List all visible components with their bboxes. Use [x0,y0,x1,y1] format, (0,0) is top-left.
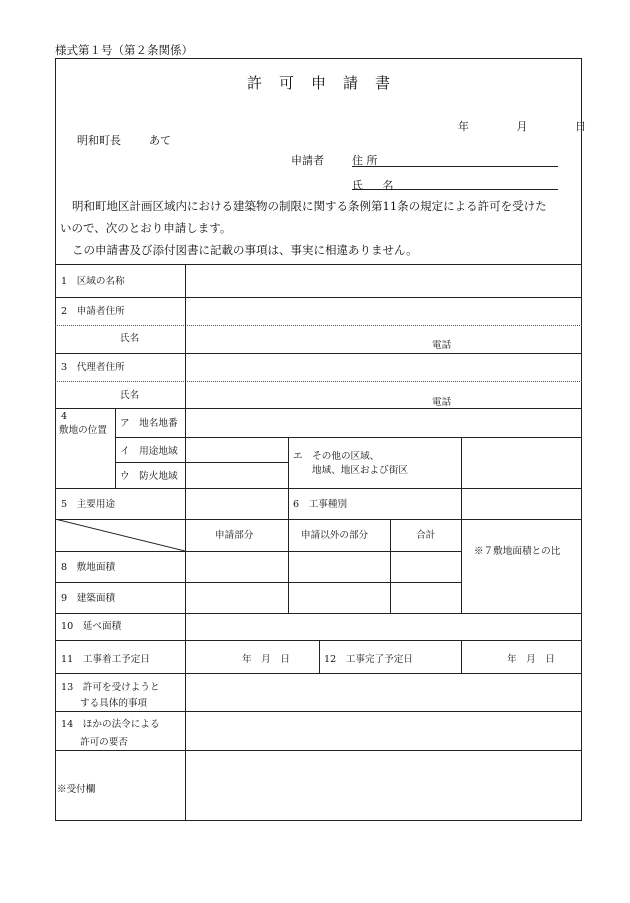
col-total-header: 合計 [416,530,436,541]
col-other-header: 申請以外の部分 [301,530,369,541]
main-use-label: 5 主要用途 [61,499,116,510]
addressee-suffix: あて [149,134,171,147]
agent-address-row-label: 3 代理者住所 [61,362,125,373]
start-date-ymd: 年 月 日 [242,654,290,665]
declaration-line-2: いので、次のとおり申請します。 [60,221,232,235]
start-date-label: 11 工事着工予定日 [61,654,150,665]
diagonal-slash [55,519,185,551]
agent-name-row-label: 氏名 [120,390,140,401]
work-type-label: 6 工事種別 [293,499,348,510]
date-line [458,118,586,134]
site-number: 4 [61,411,68,422]
site-zoning-label: イ 用途地域 [120,446,178,457]
applicant-address-line [352,166,558,167]
end-date-ymd: 年 月 日 [507,654,555,665]
reception-label: ※受付欄 [57,784,96,795]
floor-area-label: 10 延べ面積 [61,621,122,632]
applicant-address-label: 住 所 [352,154,378,167]
other-law-label-2: 許可の要否 [80,737,128,748]
declaration-line-3: この申請書及び添付図書に記載の事項は、事実に相違ありません。 [72,243,418,257]
site-area-label: 8 敷地面積 [61,562,116,573]
reason-label-2: する具体的事項 [80,698,148,709]
building-area-label: 9 建築面積 [61,593,116,604]
end-date-label: 12 工事完了予定日 [324,654,413,665]
other-law-label-1: 14 ほかの法令による [61,719,160,730]
declaration-line-1: 明和町地区計画区域内における建築物の制限に関する条例第11条の規定による許可を受けた [72,199,547,213]
applicant-label: 申請者 [291,154,324,167]
form-title: 許可申請書 [246,74,407,92]
addressee-name: 明和町長 [77,134,121,147]
site-lot-label: ア 地名地番 [120,418,178,429]
month-label: 月 [516,120,528,133]
applicant-name-label: 氏 名 [352,179,402,192]
area-name-label: 1 区域の名称 [61,276,125,287]
col-applied-header: 申請部分 [215,530,254,541]
site-location-label: 敷地の位置 [59,425,107,436]
applicant-address-row-label: 2 申請者住所 [61,306,125,317]
form-number: 様式第１号（第２条関係） [55,43,193,57]
reason-label-1: 13 許可を受けようと [61,682,160,693]
day-label: 日 [575,120,586,133]
applicant-phone-label: 電話 [432,340,452,351]
col-ratio-header: ※７敷地面積との比 [474,546,561,557]
applicant-name-line [352,189,558,190]
declaration [60,195,580,261]
addressee [77,132,171,148]
applicant-name-row-label: 氏名 [120,333,140,344]
site-fire-zone-label: ウ 防火地域 [120,471,178,482]
year-label: 年 [458,120,469,133]
agent-phone-label: 電話 [432,397,452,408]
site-other-area-label-1: エ その他の区域、 [293,451,380,462]
site-other-area-label-2: 地域、地区および街区 [312,465,408,476]
